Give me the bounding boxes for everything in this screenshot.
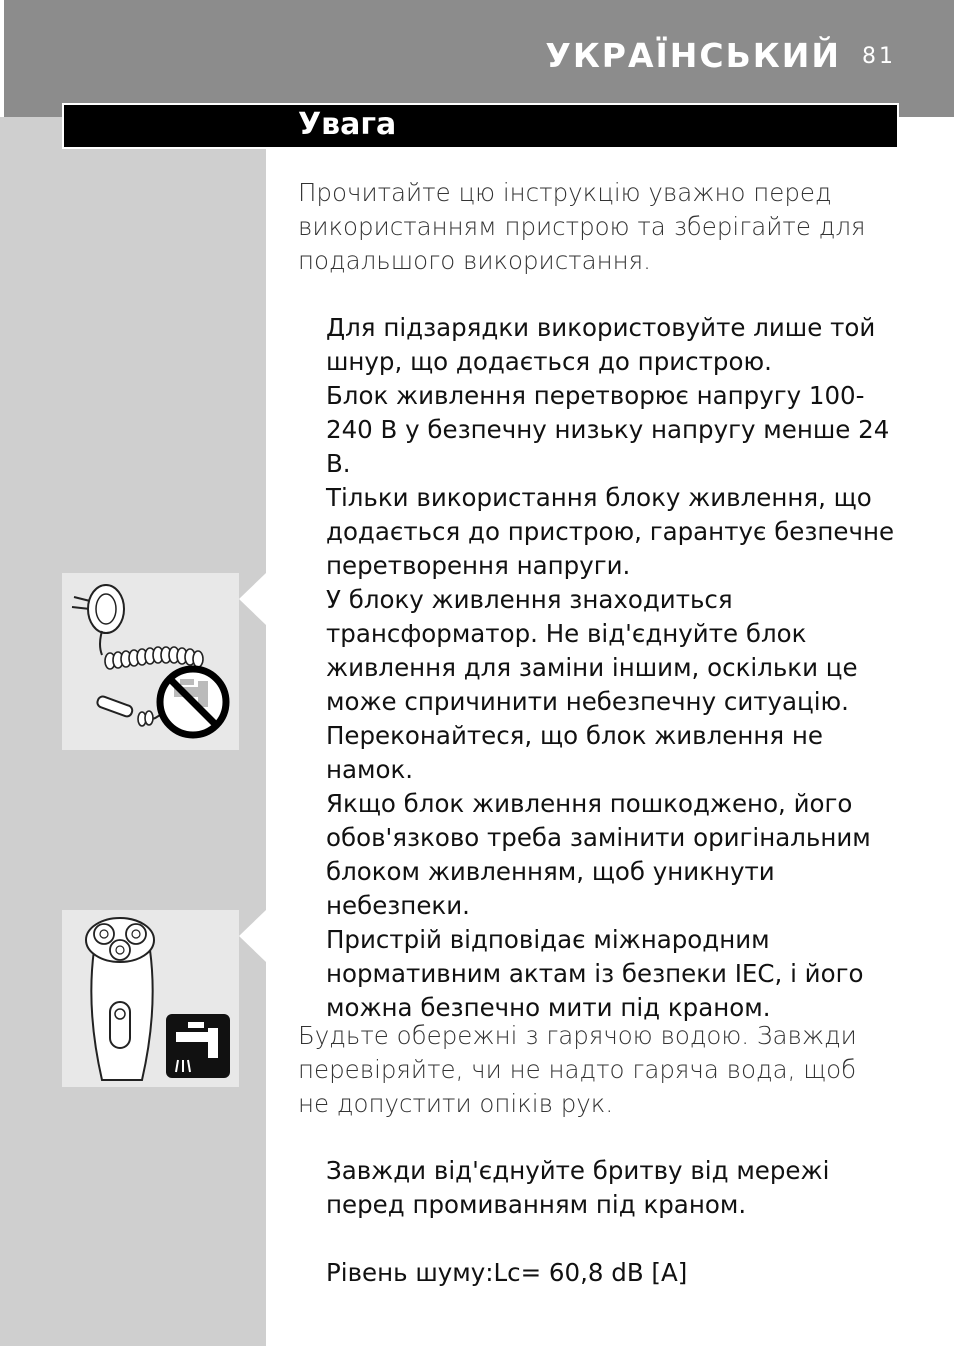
header-edge <box>0 0 4 117</box>
shaver-rinse-under-tap-icon <box>62 910 239 1087</box>
section-header-bar <box>62 103 899 149</box>
warning-item: Якщо блок живлення пошкоджено, його обов'язково треба замінити оригінальним блоком живленням, щоб уникнути небезпеки. <box>326 789 871 920</box>
warning-item: Блок живлення перетворює напругу 100-240 В у безпечну низьку напругу менше 24 В. <box>326 381 890 478</box>
unplug-warning: Завжди від'єднуйте бритву від мережі перед промиванням під краном. <box>326 1156 830 1219</box>
figure-1-pointer <box>239 573 266 625</box>
figure-2-pointer <box>239 910 266 962</box>
intro-paragraph: Прочитайте цю інструкцію уважно перед використанням пристрою та зберігайте для подальшого використання. <box>298 178 866 275</box>
noise-level: Рівень шуму:Lc= 60,8 dB [A] <box>326 1258 688 1287</box>
warning-item: Пристрій відповідає міжнародним нормативним актам із безпеки IEC, і його можна безпечно мити під краном. <box>326 925 864 1022</box>
page-number: 81 <box>862 44 896 69</box>
figure-power-adapter <box>62 573 239 750</box>
warning-item: У блоку живлення знаходиться трансформатор. Не від'єднуйте блок живлення для заміни іншим, оскільки це може спричинити небезпечну ситуацію. <box>326 585 858 716</box>
section-title: Увага <box>298 107 397 142</box>
warning-item: Для підзарядки використовуйте лише той шнур, що додається до пристрою. <box>326 313 876 376</box>
figure-shaver-rinse <box>62 910 239 1087</box>
power-adapter-no-water-icon <box>62 573 239 750</box>
warning-item: Переконайтеся, що блок живлення не намок. <box>326 721 824 784</box>
warning-item: Тільки використання блоку живлення, що додається до пристрою, гарантує безпечне перетворення напруги. <box>326 483 895 580</box>
warnings-list <box>326 311 896 1025</box>
header-language: УКРАЇНСЬКИЙ <box>545 36 841 75</box>
hot-water-note: Будьте обережні з гарячою водою. Завжди перевіряйте, чи не надто гаряча вода, щоб не допустити опіків рук. <box>298 1021 857 1118</box>
